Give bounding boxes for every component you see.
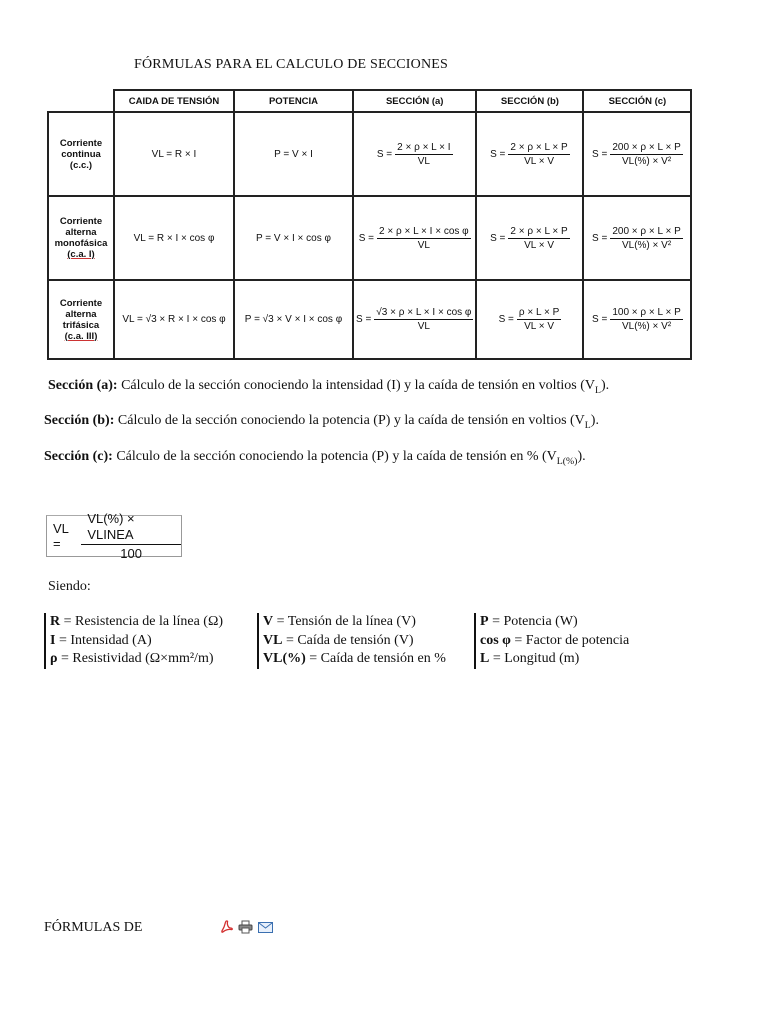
caida-cell: VL = R × I — [114, 112, 234, 196]
row-label: Corriente alterna trifásica (c.a. III) — [48, 280, 114, 359]
legend-item: R = Resistencia de la línea (Ω) — [50, 614, 224, 629]
potencia-cell: P = √3 × V × I × cos φ — [234, 280, 353, 359]
seccion-b-cell: S = $\frac{\rho \times L \times P}{VL \times V}$ — [476, 280, 583, 359]
pdf-icon[interactable] — [220, 920, 233, 934]
seccion-c-cell: S = $\frac{100 \times \rho \times L \times P}{\text{VL(\%) × V²}}$ — [583, 280, 691, 359]
potencia-cell: P = V × I × cos φ — [234, 196, 353, 280]
potencia-cell: P = V × I — [234, 112, 353, 196]
legend-item: VL(%) = Caída de tensión en % — [263, 651, 446, 666]
footer-text: FÓRMULAS DE — [44, 920, 143, 935]
siendo-label: Siendo: — [48, 579, 91, 594]
legend-item: VL = Caída de tensión (V) — [263, 632, 414, 648]
header-seccion-b: SECCIÓN (b) — [476, 90, 583, 112]
legend-item: P = Potencia (W) — [480, 614, 578, 629]
legend-item: ρ = Resistividad (Ω×mm²/m) — [50, 651, 214, 666]
seccion-c-cell: S = $\frac{200 \times \rho \times L \times P}{\text{VL(\%) × V²}}$ — [583, 112, 691, 196]
legend-column-2 — [257, 613, 446, 669]
export-icons — [220, 920, 273, 934]
table-row — [48, 112, 691, 196]
header-seccion-c: SECCIÓN (c) — [583, 90, 691, 112]
header-potencia: POTENCIA — [234, 90, 353, 112]
seccion-a-cell: S = $\frac{2 \times \rho \times L \times I}{VL}$ — [353, 112, 476, 196]
print-icon[interactable] — [238, 920, 253, 934]
legend-item: L = Longitud (m) — [480, 651, 580, 666]
corner-cell — [48, 90, 114, 112]
table-row — [48, 280, 691, 359]
vl-formula-lhs: VL = — [53, 521, 69, 551]
description-c: Sección (c): Cálculo de la sección conociendo la potencia (P) y la caída de tensión en % $(V_{L(\%)})$. — [44, 449, 586, 467]
seccion-b-cell: S = $\frac{2 \times \rho \times L \times P}{VL \times V}$ — [476, 196, 583, 280]
header-caida: CAIDA DE TENSIÓN — [114, 90, 234, 112]
seccion-a-cell: S = $\frac{\text{2 × ρ × L × I × cos φ}}{VL}$ — [353, 196, 476, 280]
email-icon[interactable] — [258, 922, 273, 933]
seccion-c-cell: S = $\frac{200 \times \rho \times L \times P}{\text{VL(\%) × V²}}$ — [583, 196, 691, 280]
legend-item: I = Intensidad (A) — [50, 632, 152, 648]
table-row — [48, 196, 691, 280]
caida-cell: VL = R × I × cos φ — [114, 196, 234, 280]
formula-table — [47, 89, 692, 360]
row-label: Corriente alterna monofásica (c.a. I) — [48, 196, 114, 280]
vl-formula-fraction: $\frac{\text{VL(\%) × VLINEA}}{100}$ — [81, 511, 181, 561]
header-seccion-a: SECCIÓN (a) — [353, 90, 476, 112]
row-label: Corriente continua (c.c.) — [48, 112, 114, 196]
legend-column-1 — [44, 613, 223, 669]
description-b: Sección (b): Cálculo de la sección conociendo la potencia (P) y la caída de tensión en voltios $(V_L)$. — [44, 413, 599, 431]
legend-column-3 — [474, 613, 629, 669]
seccion-a-cell: S = $\frac{\text{√3 × ρ × L × I × cos φ}}{VL}$ — [353, 280, 476, 359]
legend-item: cos φ = Factor de potencia — [480, 632, 630, 648]
legend-item: V = Tensión de la línea (V) — [263, 614, 416, 629]
vl-formula-box — [46, 511, 182, 561]
page-title: FÓRMULAS PARA EL CALCULO DE SECCIONES — [134, 57, 449, 72]
caida-cell: VL = √3 × R × I × cos φ — [114, 280, 234, 359]
description-a: Sección (a): Cálculo de la sección conociendo la intensidad (I) y la caída de tensión en voltios $(V_L)$. — [48, 378, 610, 396]
seccion-b-cell: S = $\frac{2 \times \rho \times L \times P}{VL \times V}$ — [476, 112, 583, 196]
